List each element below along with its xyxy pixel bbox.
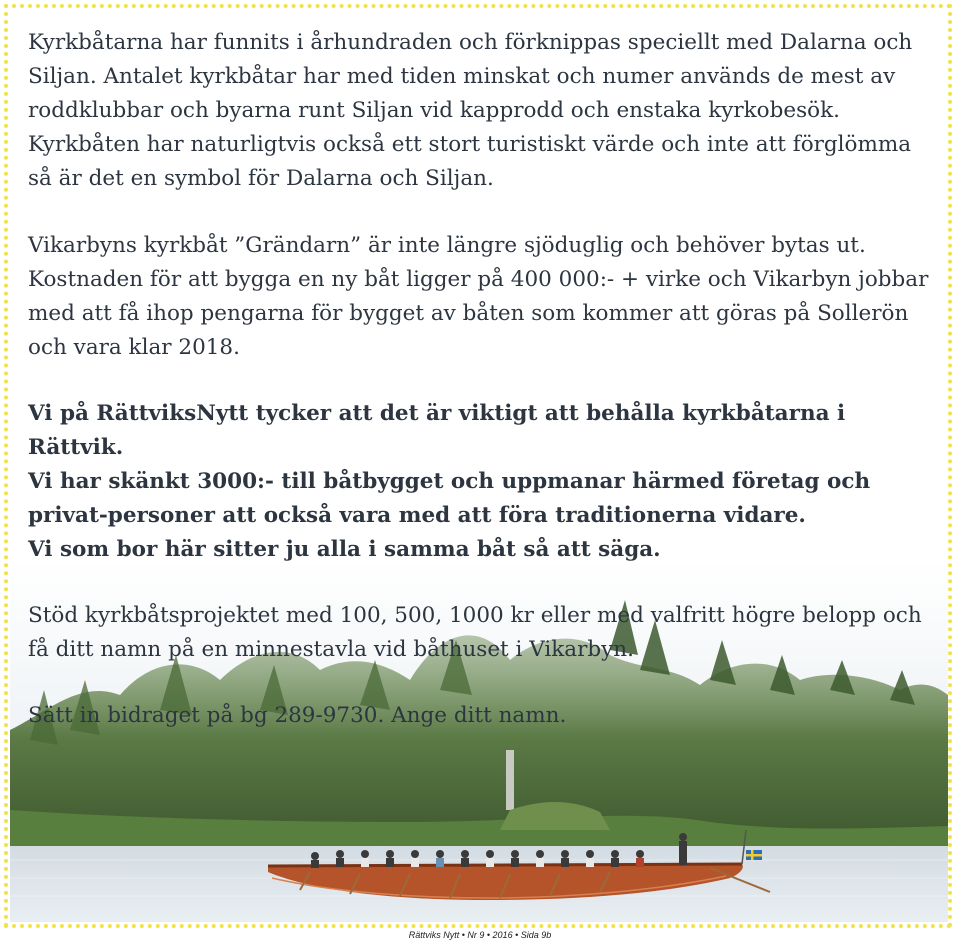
appeal-line-1: Vi på RättviksNytt tycker att det är viktigt att behålla kyrkbåtarna i Rättvik. bbox=[28, 401, 846, 460]
paragraph-bankgiro: Sätt in bidraget på bg 289-9730. Ange ditt namn. bbox=[28, 703, 567, 728]
paragraph-grandarn: Vikarbyns kyrkbåt ”Grändarn” är inte längre sjöduglig och behöver bytas ut. Kostnaden för att bygga en ny båt ligger på 400 000:- + virke och Vikarbyn jobbar med att få ihop pengarna för bygget av båten som kommer att göras på Sollerön och vara klar 2018. bbox=[28, 233, 929, 360]
appeal-line-2: Vi har skänkt 3000:- till båtbygget och uppmanar härmed företag och privat-personer att också vara med att föra traditionerna vidare. bbox=[28, 469, 871, 528]
page-footer: Rättviks Nytt • Nr 9 • 2016 • Sida 9b bbox=[408, 930, 552, 940]
paragraph-appeal bbox=[28, 397, 938, 567]
article-body bbox=[28, 26, 938, 733]
paragraph-support: Stöd kyrkbåtsprojektet med 100, 500, 1000 kr eller med valfritt högre belopp och få ditt namn på en minnestavla vid båthuset i Vikarbyn. bbox=[28, 603, 922, 662]
paragraph-history: Kyrkbåtarna har funnits i århundraden och förknippas speciellt med Dalarna och Siljan. Antalet kyrkbåtar har med tiden minskat och numer används de mest av roddklubbar och byarna runt Siljan vid kapprodd och enstaka kyrkobesök. Kyrkbåten har naturligtvis också ett stort turistiskt värde och inte att förglömma så är det en symbol för Dalarna och Siljan. bbox=[28, 30, 913, 191]
appeal-line-3: Vi som bor här sitter ju alla i samma båt så att säga. bbox=[28, 537, 661, 562]
